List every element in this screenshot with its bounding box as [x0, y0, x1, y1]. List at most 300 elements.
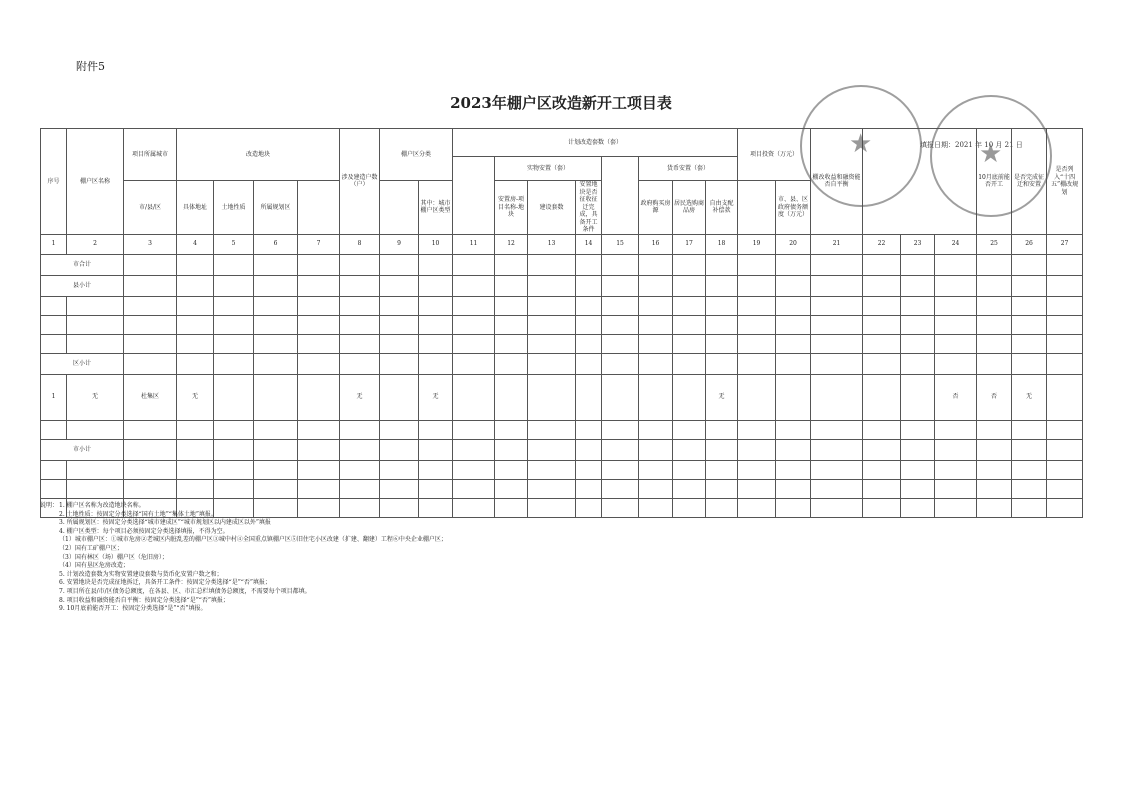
table-cell	[298, 374, 340, 420]
table-cell	[340, 315, 380, 334]
table-cell	[706, 334, 738, 353]
table-cell	[214, 254, 254, 275]
table-cell	[495, 374, 528, 420]
table-cell	[706, 479, 738, 498]
county-subtotal-row-label: 县小计	[41, 275, 124, 296]
column-number: 11	[453, 234, 495, 254]
table-cell	[863, 420, 901, 439]
table-cell	[419, 275, 453, 296]
table-cell	[673, 334, 706, 353]
table-cell	[935, 498, 977, 517]
table-cell	[298, 275, 340, 296]
table-cell	[495, 254, 528, 275]
note-line: （2）国有工矿棚户区；	[59, 544, 123, 552]
hdr-inv-sub: 市、县、区政府债务额度（万元）	[776, 181, 811, 235]
table-cell	[453, 353, 495, 374]
hdr-land-nature: 土地性质	[214, 181, 254, 235]
hdr-city-sub: 市/县/区	[124, 181, 177, 235]
table-cell	[673, 275, 706, 296]
table-cell	[177, 334, 214, 353]
table-cell	[453, 479, 495, 498]
table-cell	[298, 254, 340, 275]
table-cell	[1047, 479, 1083, 498]
table-cell	[495, 296, 528, 315]
table-cell	[602, 296, 639, 315]
table-cell	[602, 479, 639, 498]
table-cell	[863, 479, 901, 498]
table-cell	[673, 439, 706, 460]
table-cell	[639, 479, 673, 498]
table-cell	[977, 498, 1012, 517]
table-cell	[776, 374, 811, 420]
column-number: 23	[901, 234, 935, 254]
table-cell	[124, 296, 177, 315]
column-number: 16	[639, 234, 673, 254]
table-cell	[380, 254, 419, 275]
hdr-investment: 项目投资（万元）	[738, 129, 811, 181]
hdr-spacer	[298, 181, 340, 235]
table-cell	[298, 420, 340, 439]
table-cell	[576, 275, 602, 296]
table-cell	[177, 439, 214, 460]
table-cell	[419, 420, 453, 439]
table-cell	[1012, 420, 1047, 439]
table-cell	[935, 315, 977, 334]
table-cell	[419, 315, 453, 334]
table-cell	[254, 479, 298, 498]
table-cell	[214, 275, 254, 296]
table-cell	[602, 275, 639, 296]
table-cell	[340, 420, 380, 439]
table-cell	[495, 439, 528, 460]
table-cell	[673, 420, 706, 439]
table-cell	[41, 420, 67, 439]
column-number: 15	[602, 234, 639, 254]
city-subtotal-row	[41, 439, 1083, 460]
table-cell	[811, 296, 863, 315]
table-cell	[1012, 254, 1047, 275]
table-cell	[380, 275, 419, 296]
table-cell	[901, 296, 935, 315]
table-cell	[602, 460, 639, 479]
table-cell	[673, 479, 706, 498]
table-cell	[528, 479, 576, 498]
table-cell	[901, 498, 935, 517]
table-cell	[380, 374, 419, 420]
table-cell	[639, 275, 673, 296]
table-cell	[576, 439, 602, 460]
column-number: 9	[380, 234, 419, 254]
note-line: （4）国有垦区危房改造；	[59, 562, 129, 570]
table-cell	[298, 439, 340, 460]
table-cell	[1047, 374, 1083, 420]
column-number: 22	[863, 234, 901, 254]
table-cell	[639, 460, 673, 479]
table-cell	[1012, 479, 1047, 498]
table-cell	[738, 479, 776, 498]
table-cell	[738, 439, 776, 460]
table-cell	[901, 479, 935, 498]
column-number: 3	[124, 234, 177, 254]
table-cell	[177, 353, 214, 374]
column-number: 24	[935, 234, 977, 254]
table-cell	[576, 420, 602, 439]
table-cell	[528, 254, 576, 275]
table-cell	[124, 479, 177, 498]
county-subtotal-row	[41, 275, 1083, 296]
table-cell	[706, 460, 738, 479]
hdr-monetary: 货币安置（套）	[639, 157, 738, 181]
table-cell	[380, 460, 419, 479]
table-cell	[298, 296, 340, 315]
table-cell	[380, 479, 419, 498]
city-total-row-label: 市合计	[41, 254, 124, 275]
table-cell	[811, 420, 863, 439]
table-cell	[863, 275, 901, 296]
table-cell	[901, 353, 935, 374]
table-cell	[214, 374, 254, 420]
table-cell	[901, 374, 935, 420]
table-cell	[177, 420, 214, 439]
hdr-oct-start: 10月底前能否开工	[977, 129, 1012, 235]
table-cell	[738, 374, 776, 420]
table-cell	[935, 254, 977, 275]
table-cell	[673, 315, 706, 334]
table-cell	[214, 420, 254, 439]
hdr-physical: 实物安置（套）	[495, 157, 602, 181]
column-number: 20	[776, 234, 811, 254]
note-line: 9. 10月底前能否开工：按固定分类选择“是”“否”填报。	[59, 605, 207, 613]
table-cell	[67, 420, 124, 439]
table-cell	[214, 439, 254, 460]
table-cell	[977, 315, 1012, 334]
table-cell	[298, 479, 340, 498]
table-cell	[528, 315, 576, 334]
table-cell	[1047, 439, 1083, 460]
table-cell	[419, 254, 453, 275]
table-cell	[254, 275, 298, 296]
table-cell	[419, 296, 453, 315]
district-subtotal-row	[41, 353, 1083, 374]
table-cell	[935, 460, 977, 479]
note-line: 1. 棚户区名称为改造地块名称。	[59, 502, 145, 509]
table-cell	[811, 275, 863, 296]
table-cell	[576, 296, 602, 315]
table-cell	[177, 479, 214, 498]
table-cell	[124, 275, 177, 296]
table-cell	[495, 420, 528, 439]
hdr-city: 项目所属城市	[124, 129, 177, 181]
table-cell	[340, 479, 380, 498]
table-cell	[811, 439, 863, 460]
table-cell	[214, 353, 254, 374]
table-cell	[419, 439, 453, 460]
data-row-col25: 否	[977, 374, 1012, 420]
table-cell	[1047, 353, 1083, 374]
table-cell	[124, 460, 177, 479]
table-cell	[453, 315, 495, 334]
table-cell	[776, 296, 811, 315]
table-cell	[1047, 296, 1083, 315]
table-cell	[419, 334, 453, 353]
table-cell	[738, 498, 776, 517]
table-cell	[602, 334, 639, 353]
table-cell	[863, 439, 901, 460]
table-cell	[67, 334, 124, 353]
table-cell	[977, 334, 1012, 353]
table-cell	[977, 460, 1012, 479]
table-cell	[776, 460, 811, 479]
table-cell	[639, 420, 673, 439]
project-table	[40, 128, 1083, 518]
column-number: 19	[738, 234, 776, 254]
table-cell	[776, 254, 811, 275]
table-cell	[776, 315, 811, 334]
table-cell	[811, 353, 863, 374]
table-cell	[738, 460, 776, 479]
table-cell	[1012, 498, 1047, 517]
table-cell	[576, 374, 602, 420]
table-cell	[863, 296, 901, 315]
table-row	[41, 420, 1083, 439]
table-cell	[901, 420, 935, 439]
hdr-land-addr: 具体地址	[177, 181, 214, 235]
table-cell	[419, 460, 453, 479]
table-cell	[977, 479, 1012, 498]
table-cell	[67, 479, 124, 498]
table-cell	[935, 439, 977, 460]
table-cell	[673, 254, 706, 275]
table-cell	[811, 334, 863, 353]
government-seal: ★	[800, 85, 922, 207]
table-cell	[576, 353, 602, 374]
table-cell	[863, 498, 901, 517]
column-number: 14	[576, 234, 602, 254]
data-row-category: 无	[340, 374, 380, 420]
table-cell	[67, 296, 124, 315]
table-cell	[1047, 275, 1083, 296]
note-line: 3. 所属规划区：按固定分类选择“城市建成区”“城市规划区以内建成区以外”填报	[59, 519, 271, 527]
table-cell	[706, 275, 738, 296]
table-cell	[738, 275, 776, 296]
table-cell	[254, 296, 298, 315]
table-cell	[124, 254, 177, 275]
column-number: 5	[214, 234, 254, 254]
table-cell	[706, 420, 738, 439]
table-cell	[673, 296, 706, 315]
table-cell	[776, 353, 811, 374]
table-cell	[639, 254, 673, 275]
hdr-phys-b: 建设套数	[528, 181, 576, 235]
table-cell	[124, 353, 177, 374]
table-cell	[528, 420, 576, 439]
note-line: 4. 棚户区类型：每个项目必须按固定分类选择填报，不得为空。	[59, 527, 229, 535]
table-cell	[177, 275, 214, 296]
table-cell	[738, 254, 776, 275]
city-subtotal-row-label: 市小计	[41, 439, 124, 460]
table-cell	[298, 460, 340, 479]
table-cell	[811, 498, 863, 517]
table-cell	[639, 439, 673, 460]
notes	[40, 502, 740, 614]
table-cell	[340, 296, 380, 315]
district-subtotal-row-label: 区小计	[41, 353, 124, 374]
data-row-col10: 无	[419, 374, 453, 420]
table-cell	[453, 439, 495, 460]
table-cell	[380, 334, 419, 353]
table-cell	[340, 353, 380, 374]
table-cell	[935, 353, 977, 374]
column-number: 17	[673, 234, 706, 254]
column-number: 18	[706, 234, 738, 254]
table-cell	[863, 353, 901, 374]
table-cell	[254, 374, 298, 420]
table-cell	[419, 479, 453, 498]
data-row-seq: 1	[41, 374, 67, 420]
table-cell	[811, 315, 863, 334]
table-cell	[41, 296, 67, 315]
table-cell	[738, 315, 776, 334]
data-row-addr: 无	[177, 374, 214, 420]
table-cell	[380, 420, 419, 439]
table-cell	[935, 479, 977, 498]
table-cell	[67, 315, 124, 334]
table-cell	[1012, 275, 1047, 296]
table-cell	[528, 334, 576, 353]
table-cell	[41, 460, 67, 479]
table-cell	[419, 353, 453, 374]
table-cell	[453, 254, 495, 275]
table-cell	[453, 296, 495, 315]
hdr-plan14: 是否列入“十四五”棚改规划	[1047, 129, 1083, 235]
notes-lines	[59, 502, 740, 614]
hdr-households: 涉及建造户数（户）	[340, 129, 380, 235]
table-cell	[1012, 334, 1047, 353]
table-cell	[935, 334, 977, 353]
table-cell	[776, 420, 811, 439]
table-cell	[602, 420, 639, 439]
column-number: 12	[495, 234, 528, 254]
table-cell	[576, 315, 602, 334]
table-cell	[380, 296, 419, 315]
table-cell	[706, 296, 738, 315]
hdr-mon-c: 自由支配补偿款	[706, 181, 738, 235]
column-number-row	[41, 234, 1083, 254]
table-cell	[863, 460, 901, 479]
table-cell	[639, 353, 673, 374]
table-cell	[1012, 353, 1047, 374]
table-cell	[528, 460, 576, 479]
table-cell	[214, 479, 254, 498]
hdr-phys-a: 安置房-项目名称-地块	[495, 181, 528, 235]
hdr-bond-done: 是否完成征迁和安置	[1012, 129, 1047, 235]
notes-label: 说明：	[40, 502, 59, 509]
note-line: （3）国有林区（场）棚户区（危旧房）；	[59, 553, 168, 561]
table-cell	[298, 334, 340, 353]
table-cell	[706, 439, 738, 460]
column-number: 4	[177, 234, 214, 254]
table-cell	[639, 315, 673, 334]
column-number: 1	[41, 234, 67, 254]
table-cell	[1047, 460, 1083, 479]
table-cell	[977, 439, 1012, 460]
table-cell	[706, 254, 738, 275]
table-cell	[706, 353, 738, 374]
table-cell	[673, 353, 706, 374]
table-cell	[495, 460, 528, 479]
table-cell	[602, 315, 639, 334]
table-cell	[41, 315, 67, 334]
table-cell	[602, 374, 639, 420]
column-number: 2	[67, 234, 124, 254]
note-line: 2. 土地性质：按固定分类选择“国有土地”“集体土地”填报。	[59, 510, 217, 518]
table-cell	[1047, 498, 1083, 517]
table-cell	[776, 439, 811, 460]
annex-label: 附件5	[76, 60, 105, 73]
column-number: 21	[811, 234, 863, 254]
hdr-mon-a: 政府购买房源	[639, 181, 673, 235]
table-cell	[811, 374, 863, 420]
table-cell	[863, 374, 901, 420]
note-line: 8. 项目收益和融资能否自平衡：按固定分类选择“是”“否”填报；	[59, 596, 229, 604]
table-cell	[977, 275, 1012, 296]
table-cell	[901, 275, 935, 296]
table-cell	[254, 334, 298, 353]
table-cell	[254, 439, 298, 460]
data-row-col26: 无	[1012, 374, 1047, 420]
fill-date: 填报日期：2021 年 10 月 21 日	[920, 141, 1023, 149]
table-cell	[811, 254, 863, 275]
table-cell	[673, 374, 706, 420]
table-cell	[673, 460, 706, 479]
table-cell	[811, 460, 863, 479]
table-cell	[811, 479, 863, 498]
table-cell	[177, 296, 214, 315]
table-cell	[380, 439, 419, 460]
table-cell	[340, 439, 380, 460]
table-cell	[1012, 460, 1047, 479]
table-cell	[935, 420, 977, 439]
table-cell	[639, 334, 673, 353]
table-cell	[177, 460, 214, 479]
table-cell	[528, 275, 576, 296]
hdr-mon-b: 居民选购商品房	[673, 181, 706, 235]
table-cell	[67, 460, 124, 479]
table-cell	[380, 353, 419, 374]
note-line: 7. 项目所在县/市/区债务总额度，在各县、区、市汇总栏填债务总额度，不需要每个项目都填。	[59, 587, 311, 595]
table-cell	[977, 420, 1012, 439]
table-cell	[639, 296, 673, 315]
column-number: 13	[528, 234, 576, 254]
data-row-col24: 否	[935, 374, 977, 420]
column-number: 6	[254, 234, 298, 254]
table-cell	[1012, 296, 1047, 315]
table-cell	[576, 254, 602, 275]
table-row	[41, 460, 1083, 479]
table-cell	[738, 296, 776, 315]
hdr-phys-c: 安置地块是否征收征迁完成，具备开工条件	[576, 181, 602, 235]
table-cell	[340, 275, 380, 296]
table-cell	[901, 254, 935, 275]
table-cell	[214, 334, 254, 353]
table-cell	[380, 315, 419, 334]
note-line: 5. 计划改造套数为实物安置建设套数与货币化安置户数之和；	[59, 570, 223, 578]
note-line: 6. 安置地块是否完成征地拆迁，具备开工条件：按固定分类选择“是”“否”填报；	[59, 579, 271, 587]
table-cell	[254, 353, 298, 374]
table-cell	[41, 479, 67, 498]
column-number: 27	[1047, 234, 1083, 254]
table-cell	[495, 275, 528, 296]
